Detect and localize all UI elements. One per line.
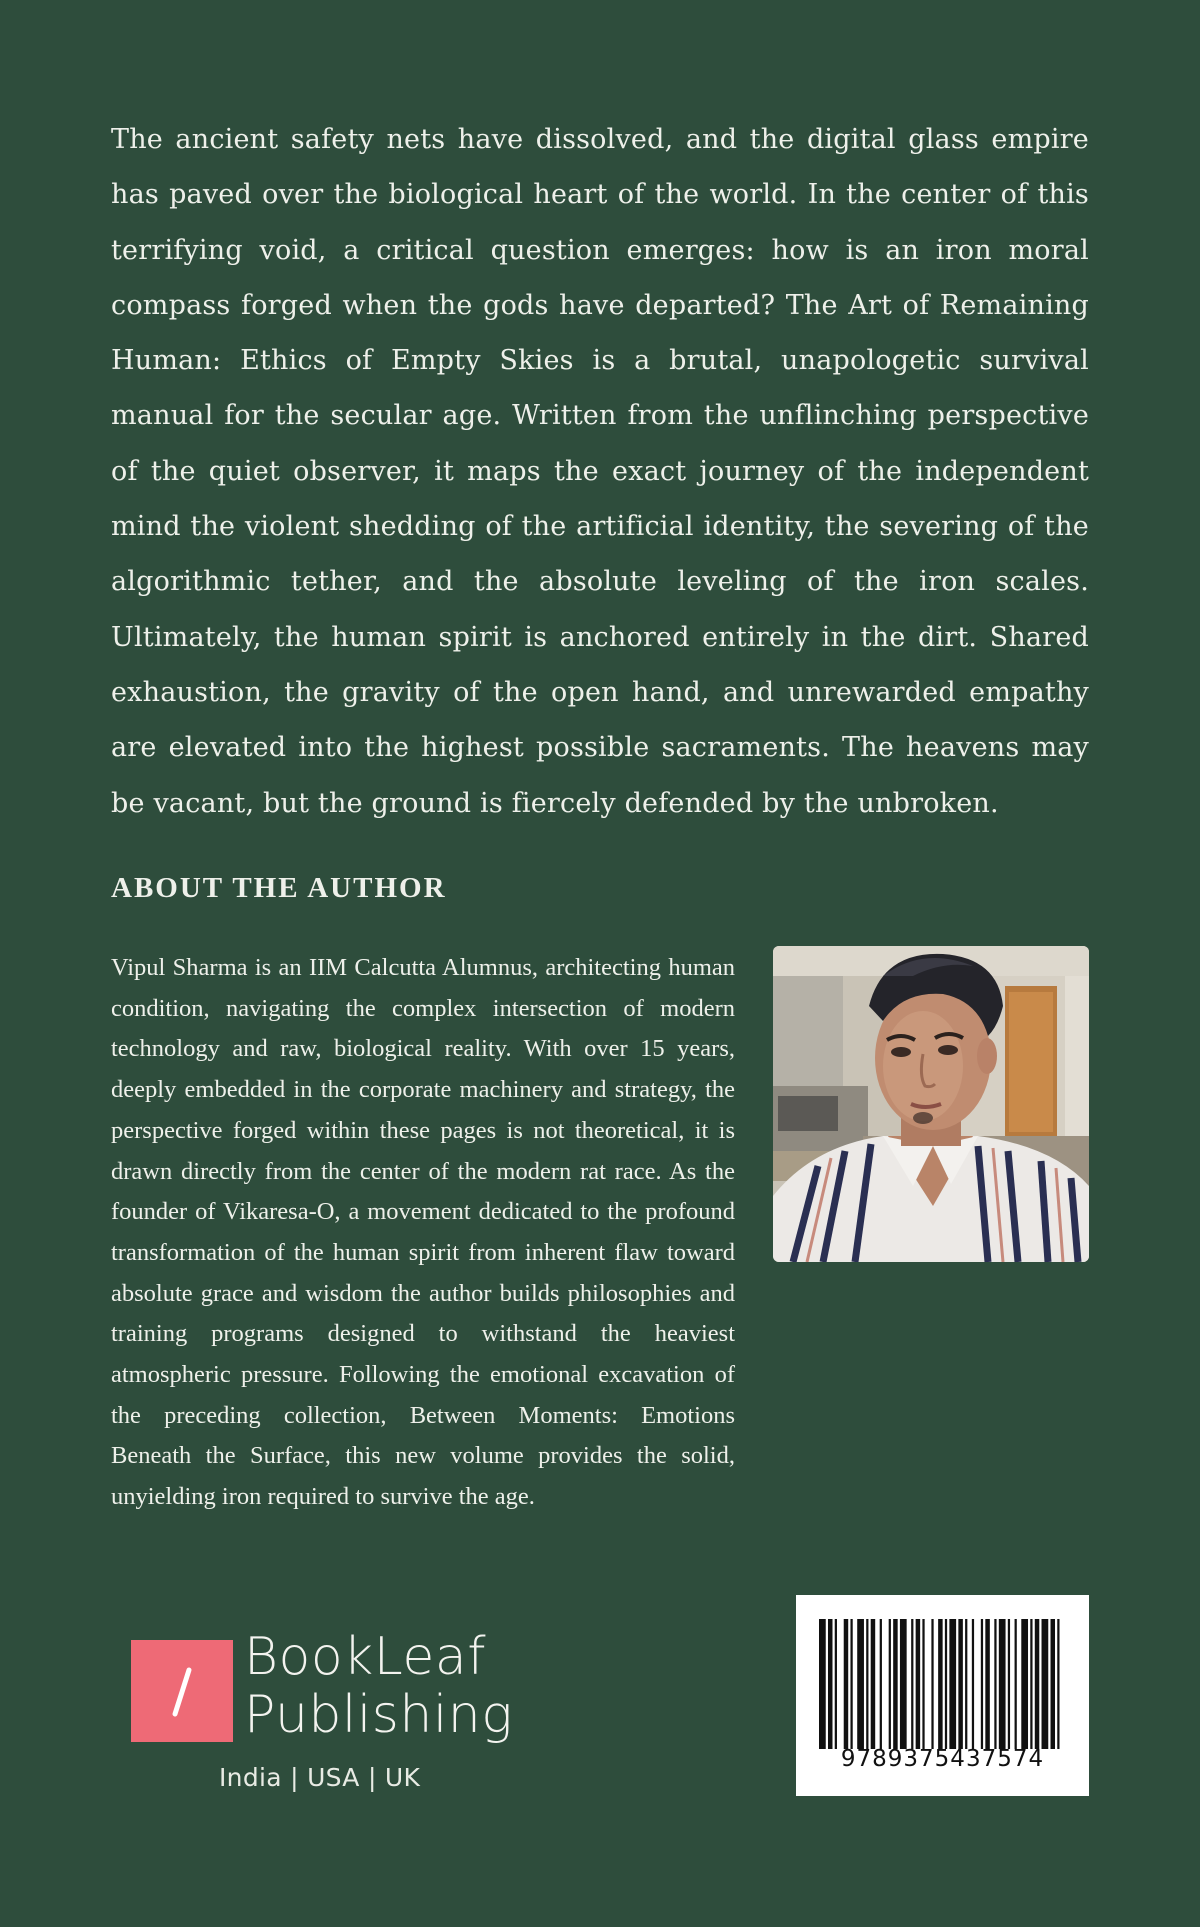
barcode-bar <box>949 1619 956 1749</box>
barcode-bar <box>922 1619 924 1749</box>
bookleaf-logo-mark <box>131 1640 233 1742</box>
publisher-name-line2: Publishing <box>244 1685 513 1745</box>
barcode-bar <box>999 1619 1006 1749</box>
publisher-name <box>244 1628 513 1744</box>
barcode-bar <box>1051 1619 1056 1749</box>
barcode-bar <box>871 1619 876 1749</box>
barcode-bar <box>1057 1619 1059 1749</box>
barcode-bar <box>985 1619 990 1749</box>
barcode-bar <box>828 1619 833 1749</box>
barcode-bar <box>1042 1619 1049 1749</box>
publisher-name-line1: BookLeaf <box>244 1627 487 1687</box>
barcode-bar <box>994 1619 996 1749</box>
barcode-bar <box>945 1619 947 1749</box>
barcode-bar <box>835 1619 837 1749</box>
publisher-regions: India | USA | UK <box>219 1763 421 1792</box>
barcode-bar <box>1021 1619 1028 1749</box>
barcode-bar <box>857 1619 864 1749</box>
barcode-bar <box>880 1619 882 1749</box>
barcode-bar <box>866 1619 868 1749</box>
barcode-bar <box>893 1619 898 1749</box>
barcode-bar <box>889 1619 891 1749</box>
barcode-bar <box>1030 1619 1032 1749</box>
author-bio: Vipul Sharma is an IIM Calcutta Alumnus, architecting human condition, navigating the complex intersection of modern technology and raw, biological reality. With over 15 years, deeply embedded in the corporate machinery and strategy, the perspective forged within these pages is not theoretical, it is drawn directly from the center of the modern rat race. As the founder of Vikaresa-O, a movement dedicated to the profound transformation of the human spirit from inherent flaw toward absolute grace and wisdom the author builds philosophies and training programs designed to withstand the heaviest atmospheric pressure. Following the emotional excavation of the preceding collection, Between Moments: Emotions Beneath the Surface, this new volume provides the solid, unyielding iron required to survive the age. <box>111 954 735 1511</box>
author-photo <box>773 946 1089 1262</box>
about-author-heading: ABOUT THE AUTHOR <box>111 872 447 904</box>
barcode-bar <box>844 1619 849 1749</box>
barcode-bars <box>819 1619 1064 1749</box>
barcode-bar <box>911 1619 913 1749</box>
barcode-bar <box>900 1619 907 1749</box>
barcode-bar <box>958 1619 963 1749</box>
barcode-bar <box>938 1619 943 1749</box>
isbn-barcode <box>796 1595 1089 1796</box>
barcode-bar <box>1008 1619 1010 1749</box>
barcode-bar <box>819 1619 826 1749</box>
barcode-bar <box>981 1619 983 1749</box>
barcode-bar <box>916 1619 921 1749</box>
barcode-bar <box>1035 1619 1040 1749</box>
barcode-bar <box>931 1619 933 1749</box>
barcode-bar <box>972 1619 974 1749</box>
barcode-bar <box>965 1619 967 1749</box>
isbn-number: 9789375437574 <box>840 1746 1045 1772</box>
barcode-bar <box>850 1619 852 1749</box>
barcode-bar <box>1015 1619 1017 1749</box>
book-blurb: The ancient safety nets have dissolved, and the digital glass empire has paved over the biological heart of the world. In the center of this terrifying void, a critical question emerges: how is an iron moral compass forged when the gods have departed? The Art of Remaining Human: Ethics of Empty Skies is a brutal, unapologetic survival manual for the secular age. Written from the unflinching perspective of the quiet observer, it maps the exact journey of the independent mind the violent shedding of the artificial identity, the severing of the algorithmic tether, and the absolute leveling of the iron scales. Ultimately, the human spirit is anchored entirely in the dirt. Shared exhaustion, the gravity of the open hand, and unrewarded empathy are elevated into the highest possible sacraments. The heavens may be vacant, but the ground is fiercely defended by the unbroken. <box>111 124 1089 819</box>
